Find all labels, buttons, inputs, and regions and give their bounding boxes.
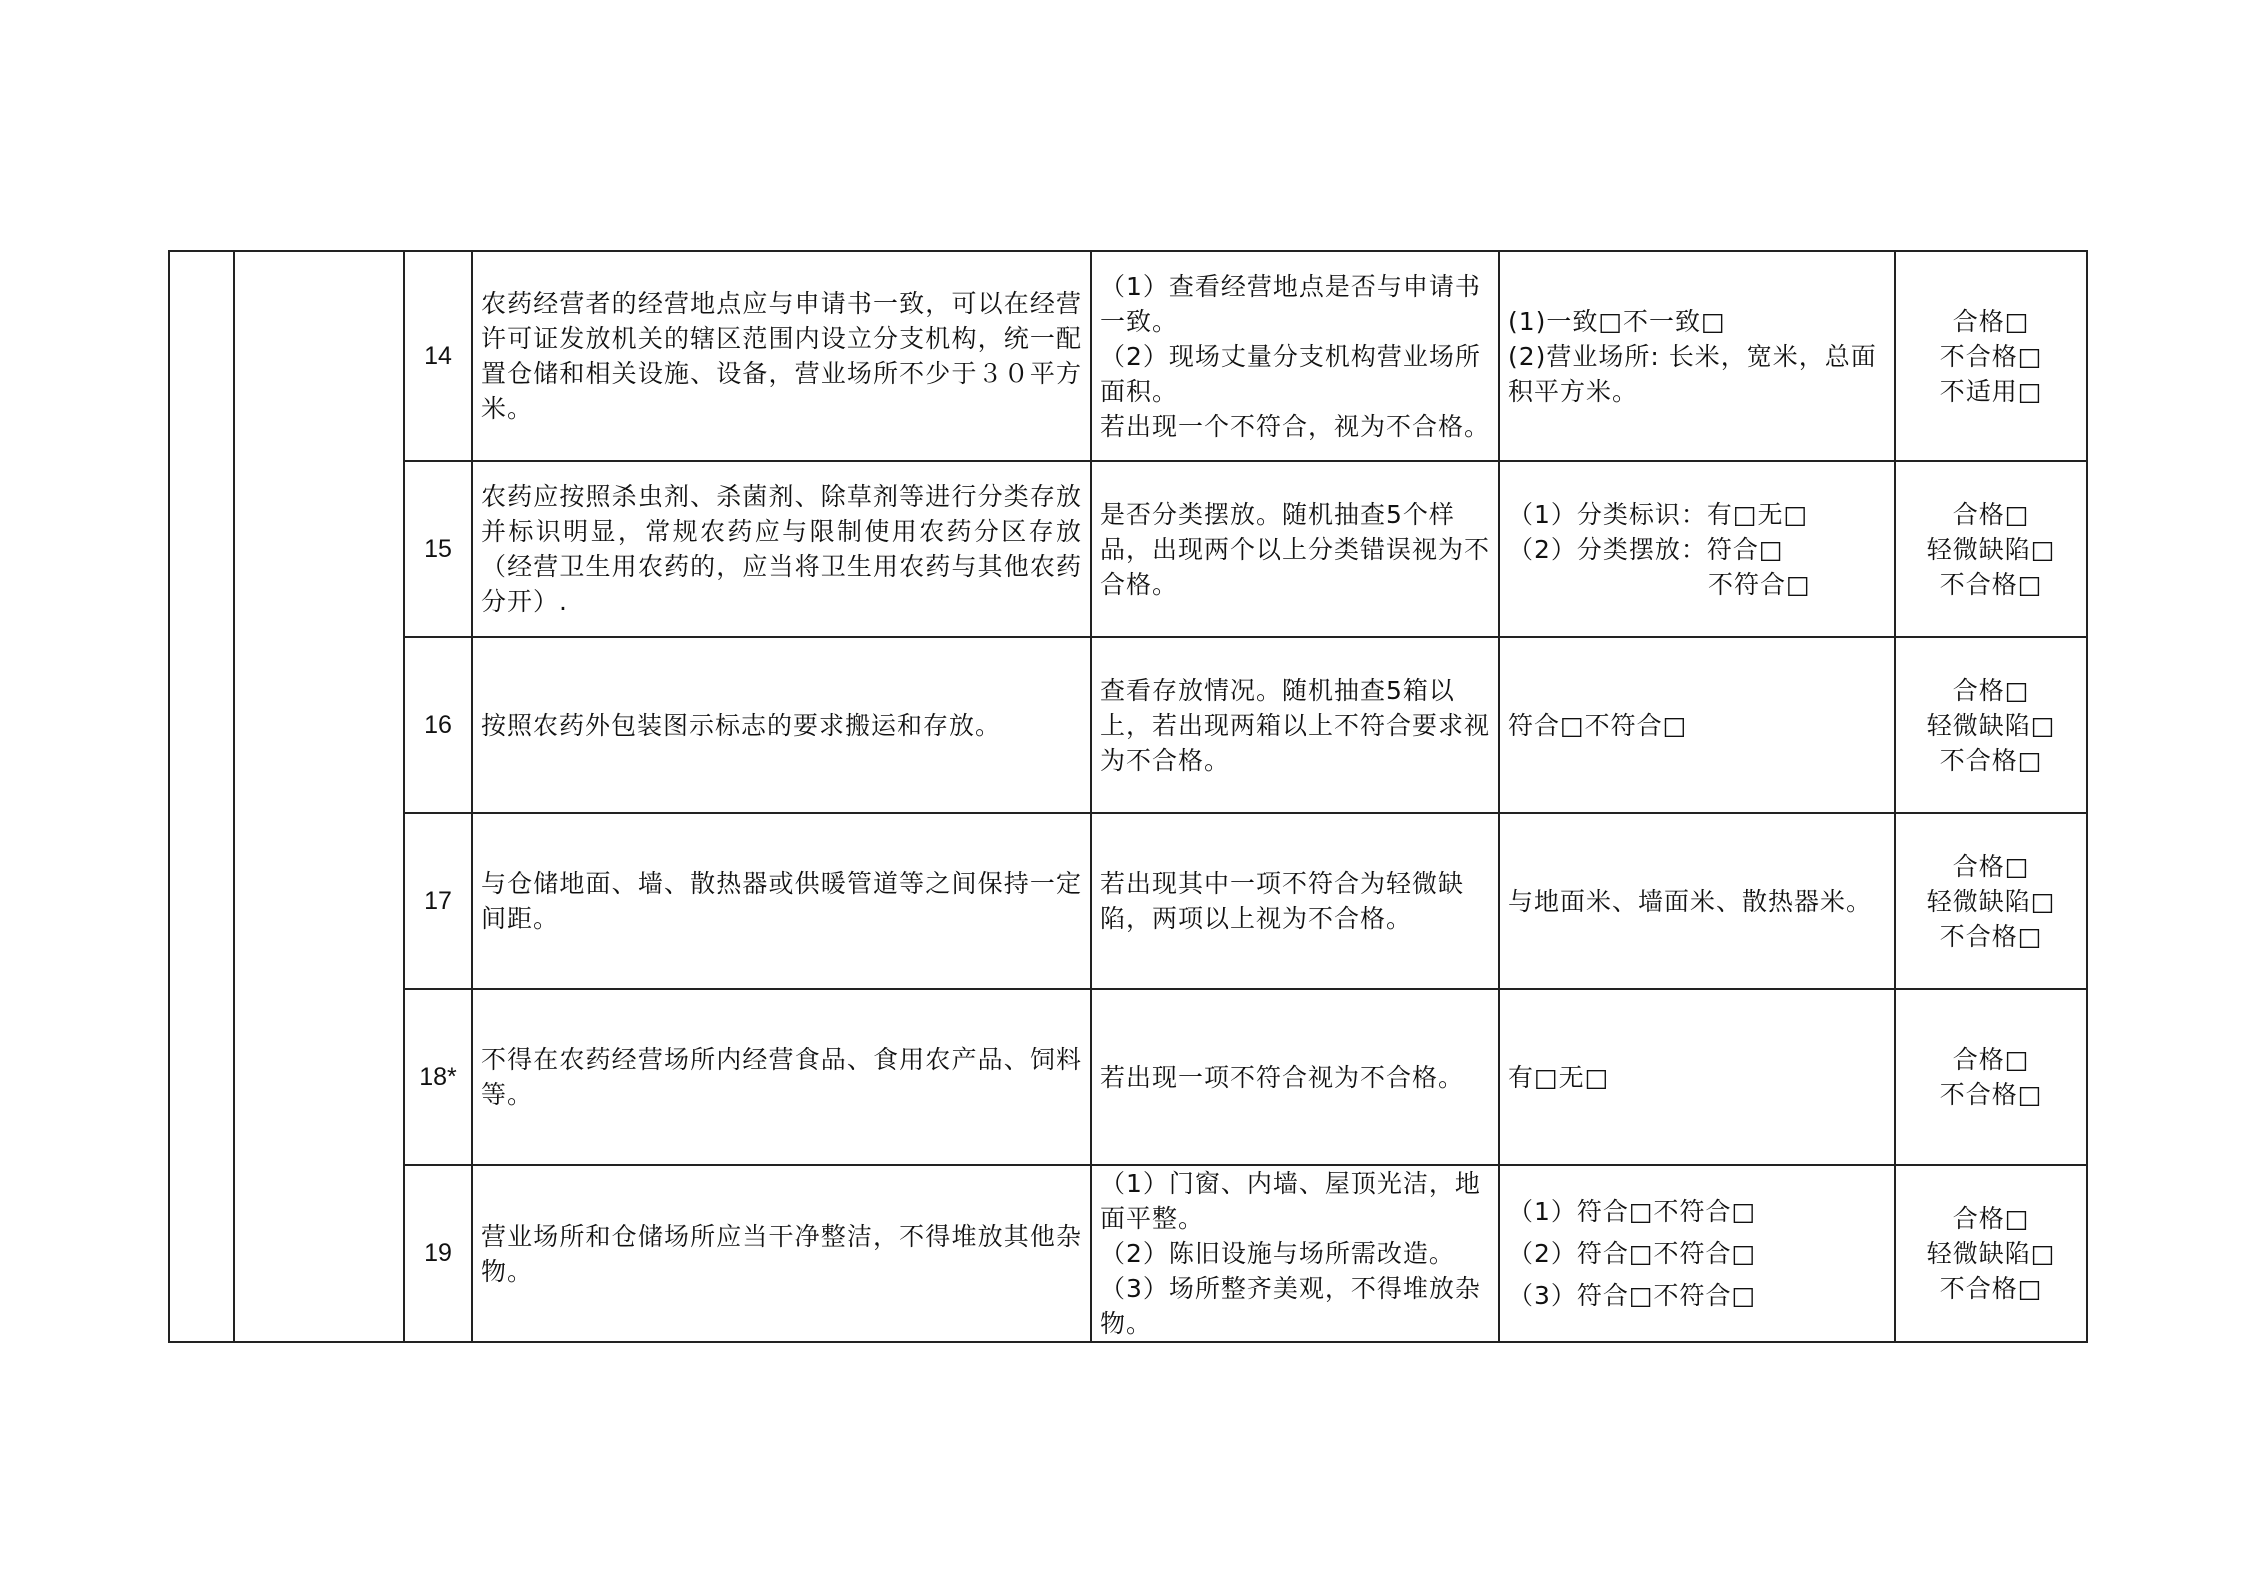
table-row bbox=[169, 461, 2087, 637]
requirement-text: 与仓储地面、墙、散热器或供暖管道等之间保持一定间距。 bbox=[472, 813, 1091, 989]
result-options bbox=[1895, 989, 2087, 1165]
inspection-record bbox=[1499, 1165, 1895, 1342]
result-checkbox-qualified[interactable]: 合格□ bbox=[1952, 675, 2030, 705]
result-checkbox-minor-defect[interactable]: 轻微缺陷□ bbox=[1926, 886, 2056, 916]
inspection-record bbox=[1499, 813, 1895, 989]
record-line: 不符合□ bbox=[1708, 569, 1811, 599]
inspection-record bbox=[1499, 989, 1895, 1165]
method-line: 是否分类摆放。随机抽查5个样品，出现两个以上分类错误视为不合格。 bbox=[1100, 499, 1491, 599]
method-line: 若出现一项不符合视为不合格。 bbox=[1100, 1062, 1465, 1092]
result-checkbox-qualified[interactable]: 合格□ bbox=[1952, 499, 2030, 529]
inspection-record bbox=[1499, 251, 1895, 461]
method-line: （2）现场丈量分支机构营业场所面积。 bbox=[1100, 341, 1481, 406]
requirement-text: 农药经营者的经营地点应与申请书一致，可以在经营许可证发放机关的辖区范围内设立分支机构，统一配置仓储和相关设施、设备，营业场所不少于３０平方米。 bbox=[472, 251, 1091, 461]
row-number: 14 bbox=[404, 251, 472, 461]
record-line: (1)一致□不一致□ bbox=[1508, 306, 1726, 336]
method-line: （3）场所整齐美观，不得堆放杂物。 bbox=[1100, 1274, 1481, 1338]
table-row bbox=[169, 637, 2087, 813]
inspection-record bbox=[1499, 637, 1895, 813]
method-line: （1）查看经营地点是否与申请书一致。 bbox=[1100, 271, 1481, 336]
record-line: （2）分类摆放：符合□ bbox=[1508, 534, 1784, 564]
record-line: 有□无□ bbox=[1508, 1062, 1610, 1092]
inspection-method bbox=[1091, 251, 1499, 461]
result-options bbox=[1895, 637, 2087, 813]
category-cell bbox=[169, 251, 234, 1342]
inspection-record bbox=[1499, 461, 1895, 637]
result-checkbox-minor-defect[interactable]: 轻微缺陷□ bbox=[1926, 534, 2056, 564]
method-line: 若出现一个不符合，视为不合格。 bbox=[1100, 411, 1491, 441]
row-number: 15 bbox=[404, 461, 472, 637]
result-checkbox-unqualified[interactable]: 不合格□ bbox=[1939, 569, 2043, 599]
result-options bbox=[1895, 1165, 2087, 1342]
record-line: （2）符合□不符合□ bbox=[1508, 1238, 1757, 1268]
inspection-method bbox=[1091, 813, 1499, 989]
method-line: （2）陈旧设施与场所需改造。 bbox=[1100, 1239, 1455, 1268]
requirement-text: 不得在农药经营场所内经营食品、食用农产品、饲料等。 bbox=[472, 989, 1091, 1165]
row-number: 18* bbox=[404, 989, 472, 1165]
record-line: 与地面米、墙面米、散热器米。 bbox=[1508, 886, 1873, 916]
requirement-text: 按照农药外包装图示标志的要求搬运和存放。 bbox=[472, 637, 1091, 813]
inspection-method bbox=[1091, 1165, 1499, 1342]
item-cell bbox=[234, 251, 404, 1342]
result-options bbox=[1895, 813, 2087, 989]
record-line: （3）符合□不符合□ bbox=[1508, 1280, 1757, 1310]
result-checkbox-unqualified[interactable]: 不合格□ bbox=[1939, 341, 2043, 371]
result-checkbox-unqualified[interactable]: 不合格□ bbox=[1939, 745, 2043, 775]
result-checkbox-qualified[interactable]: 合格□ bbox=[1952, 306, 2030, 336]
row-number: 19 bbox=[404, 1165, 472, 1342]
record-line: （1）符合□不符合□ bbox=[1508, 1196, 1757, 1226]
method-line: （1）门窗、内墙、屋顶光洁，地面平整。 bbox=[1100, 1169, 1481, 1233]
result-checkbox-qualified[interactable]: 合格□ bbox=[1952, 1045, 2030, 1074]
result-checkbox-qualified[interactable]: 合格□ bbox=[1952, 1204, 2030, 1233]
row-number: 17 bbox=[404, 813, 472, 989]
result-checkbox-minor-defect[interactable]: 轻微缺陷□ bbox=[1926, 1239, 2056, 1268]
inspection-table bbox=[168, 250, 2088, 1343]
table-row bbox=[169, 251, 2087, 461]
result-options bbox=[1895, 251, 2087, 461]
result-checkbox-unqualified[interactable]: 不合格□ bbox=[1939, 921, 2043, 951]
inspection-method bbox=[1091, 637, 1499, 813]
record-line: 符合□不符合□ bbox=[1508, 710, 1688, 740]
record-line: (2)营业场所: 长米，宽米，总面积平方米。 bbox=[1508, 341, 1877, 406]
inspection-method bbox=[1091, 989, 1499, 1165]
method-line: 查看存放情况。随机抽查5箱以上，若出现两箱以上不符合要求视为不合格。 bbox=[1100, 675, 1491, 775]
table-row bbox=[169, 989, 2087, 1165]
result-checkbox-qualified[interactable]: 合格□ bbox=[1952, 851, 2030, 881]
result-checkbox-minor-defect[interactable]: 轻微缺陷□ bbox=[1926, 710, 2056, 740]
table-row bbox=[169, 1165, 2087, 1342]
method-line: 若出现其中一项不符合为轻微缺陷，两项以上视为不合格。 bbox=[1100, 869, 1465, 933]
table-row bbox=[169, 813, 2087, 989]
result-checkbox-unqualified[interactable]: 不合格□ bbox=[1939, 1274, 2043, 1303]
row-number: 16 bbox=[404, 637, 472, 813]
inspection-method bbox=[1091, 461, 1499, 637]
requirement-text: 营业场所和仓储场所应当干净整洁，不得堆放其他杂物。 bbox=[472, 1165, 1091, 1342]
requirement-text: 农药应按照杀虫剂、杀菌剂、除草剂等进行分类存放并标识明显，常规农药应与限制使用农药分区存放（经营卫生用农药的，应当将卫生用农药与其他农药分开）. bbox=[472, 461, 1091, 637]
result-checkbox-not-applicable[interactable]: 不适用□ bbox=[1939, 376, 2043, 406]
result-options bbox=[1895, 461, 2087, 637]
record-line: （1）分类标识：有□无□ bbox=[1508, 499, 1809, 529]
result-checkbox-unqualified[interactable]: 不合格□ bbox=[1939, 1080, 2043, 1109]
